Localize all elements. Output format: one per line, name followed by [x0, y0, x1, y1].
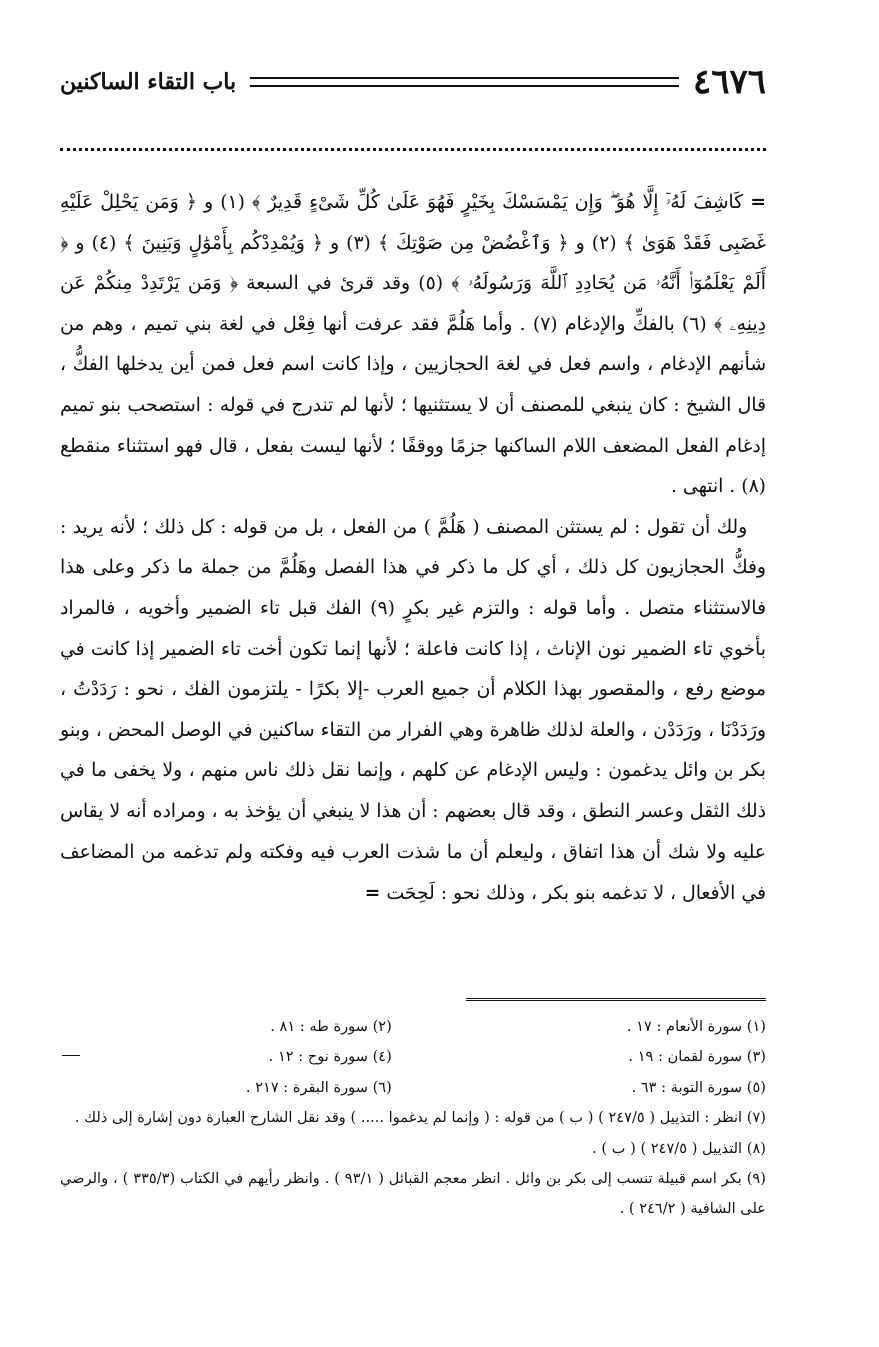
chapter-title: باب التقاء الساكنين	[60, 69, 237, 95]
footnote-1: (١) سورة الأنعام : ١٧ .	[626, 1018, 766, 1035]
footnote-9: (٩) بكر اسم قبيلة تنسب إلى بكر بن وائل . انظر معجم القبائل ( ٩٣/١ ) . وانظر رأيهم في الكتاب (٣٣٥/٣ ) ، والرضي على الشافية ( ٢٤٦/٢ ) .	[60, 1170, 766, 1218]
footnotes-grid	[60, 1012, 766, 1103]
footnote-2: (٢) سورة طه : ٨١ .	[270, 1018, 392, 1035]
footnote-7: (٧) انظر : التذييل ( ٢٤٧/٥ ) ( ب ) من قوله : ( وإنما لم يدغموا ..... ) وقد نقل الشارح العبارة دون إشارة إلى ذلك .	[74, 1109, 766, 1127]
footnote-3: (٣) سورة لقمان : ١٩ .	[628, 1048, 766, 1066]
paragraph-2	[60, 508, 766, 915]
main-text	[60, 182, 766, 915]
page-header	[60, 62, 766, 102]
header-rule	[250, 77, 679, 87]
footnote-8: (٨) التذييل ( ٢٤٧/٥ ) ( ب ) .	[592, 1139, 766, 1157]
footnote-5: (٥) سورة التوبة : ٦٣ .	[631, 1078, 766, 1096]
footnotes	[60, 1012, 766, 1225]
footnote-6: (٦) سورة البقرة : ٢١٧ .	[245, 1078, 392, 1096]
paragraph-1-text: كَاشِفَ لَهُۥٓ إِلَّا هُوَ ۖ وَإِن يَمْسَسْكَ بِخَيْرٍ فَهُوَ عَلَىٰ كُلِّ شَىْءٍ قَدِيرٌ ﴾ (١) و ﴿ وَمَن يَحْلِلْ عَلَيْهِ غَضَبِى فَقَدْ هَوَىٰ ﴾ (٢) و ﴿ وَٱغْضُضْ مِن صَوْتِكَ ﴾ (٣) و ﴿ وَيُمْدِدْكُم بِأَمْوَٰلٍ وَبَنِينَ ﴾ (٤) و ﴿ أَلَمْ يَعْلَمُوٓا۟ أَنَّهُۥ مَن يُحَادِدِ ٱللَّهَ وَرَسُولَهُۥ ﴾ (٥) وقد قرئ في السبعة ﴿ وَمَن يَرْتَدِدْ مِنكُمْ عَن دِينِهِۦ ﴾ (٦) بالفكِّ والإدغام (٧) . وأما هَلُمَّ فقد عرفت أنها فِعْل في لغة بني تميم ، وهم من شأنهم الإدغام ، واسم فعل في لغة الحجازيين ، وإذا كانت اسم فعل فمن أين يدخلها الفكُّ ، قال الشيخ : كان ينبغي للمصنف أن لا يستثنيها ؛ لأنها لم تندرج في قوله : استصحب بنو تميم إدغام الفعل المضعف اللام الساكنها جزمًا ووقفًا ؛ لأنها ليست بفعل ، قال فهو استثناء منقطع (٨) . انتهى .	[60, 192, 766, 498]
dotted-separator	[60, 148, 766, 151]
footnote-4: (٤) سورة نوح : ١٢ .	[268, 1048, 392, 1066]
continuation-end-marker: =	[364, 882, 381, 905]
footnote-separator	[466, 998, 766, 1001]
paragraph-2-text: ولك أن تقول : لم يستثن المصنف ( هَلُمَّ ) من الفعل ، بل من قوله : كل ذلك ؛ لأنه يريد : وفكُّ الحجازيون كل ذلك ، أي كل ما ذكر في هذا الفصل وهَلُمَّ من جملة ما ذكر وعلى هذا فالاستثناء متصل . وأما قوله : والتزم غير بكرٍ (٩) الفك قبل تاء الضمير وأخويه ، فالمراد بأخوي تاء الضمير نون الإناث ، إذا كانت فاعلة ؛ لأنها إنما تكون أخت تاء الضمير إذا كانت في موضع رفع ، والمقصور بهذا الكلام أن جميع العرب -إلا بكرًا - يلتزمون الفك ، نحو : رَدَدْتُ ، ورَدَدْنَا ، ورَدَدْن ، والعلة لذلك ظاهرة وهي الفرار من التقاء ساكنين في الوصل المحض ، وبنو بكر بن وائل يدغمون : وليس الإدغام عن كلهم ، وإنما نقل ذلك ناس منهم ، ولا يخفى ما في ذلك الثقل وعسر النطق ، وقد قال بعضهم : أن هذا لا ينبغي أن يؤخذ به ، ومراده أنه لا يقاس عليه ولا شك أن هذا اتفاق ، وليعلم أن ما شذت العرب فيه وفكته ولم تدغمه من المضاعف في الأفعال ، لا تدغمه بنو بكر ، وذلك نحو : لَحِحَت	[60, 516, 766, 905]
page-number: ٤٦٧٦	[692, 62, 766, 102]
paragraph-1	[60, 182, 766, 508]
continuation-marker: =	[750, 191, 766, 213]
